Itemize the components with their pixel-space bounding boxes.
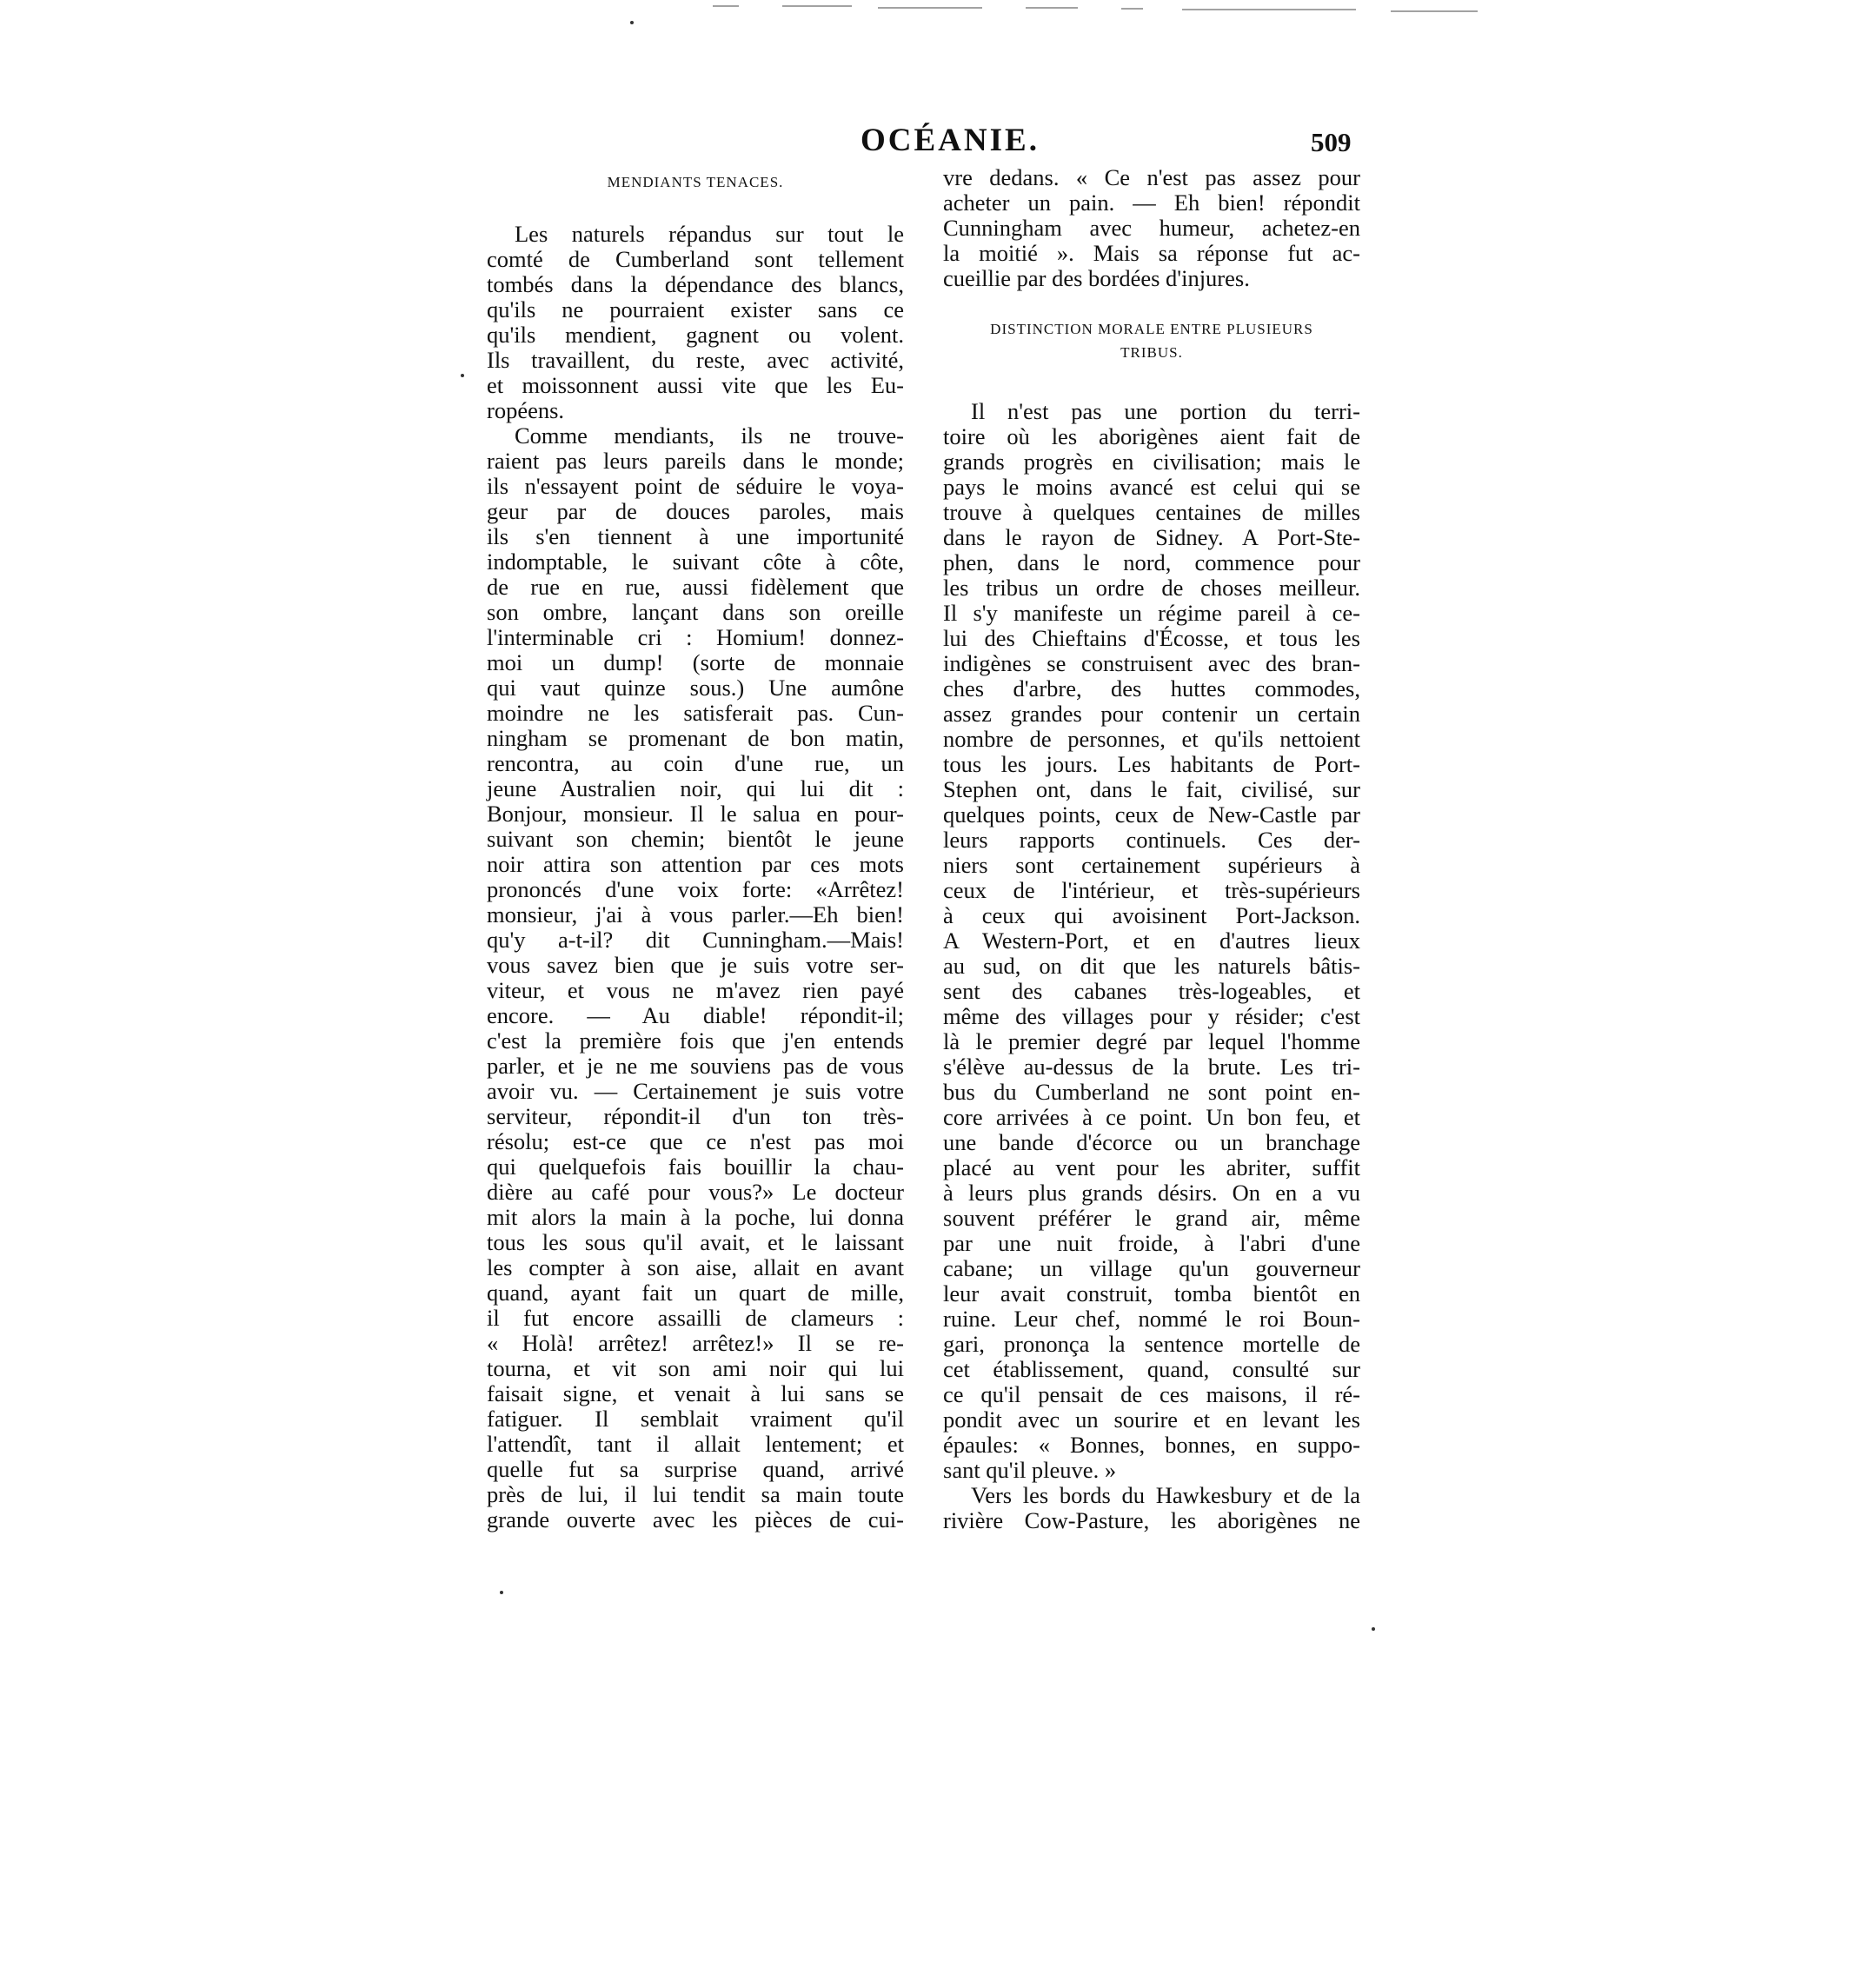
text-line: Ils travaillent, du reste, avec activité,	[487, 347, 904, 373]
text-line: parler, et je ne me souviens pas de vous	[487, 1053, 904, 1079]
text-line: acheter un pain. — Eh bien! répondit	[943, 189, 1360, 216]
text-line: indomptable, le suivant côte à côte,	[487, 549, 904, 575]
text-line: serviteur, répondit-il d'un ton très-	[487, 1103, 904, 1129]
text-line: qu'ils ne pourraient exister sans ce	[487, 296, 904, 322]
text-line: leur avait construit, tomba bientôt en	[943, 1280, 1360, 1306]
text-line: A Western-Port, et en d'autres lieux	[943, 928, 1360, 954]
scan-artifact	[878, 7, 982, 9]
text-line: geur par de douces paroles, mais	[487, 498, 904, 524]
text-line: noir attira son attention par ces mots	[487, 851, 904, 877]
text-line: l'interminable cri : Homium! donnez-	[487, 624, 904, 650]
text-line: quelle fut sa surprise quand, arrivé	[487, 1456, 904, 1482]
text-line: pondit avec un sourire et en levant les	[943, 1406, 1360, 1433]
scan-artifact	[713, 5, 739, 7]
text-line: qui quelquefois fais bouillir la chau-	[487, 1154, 904, 1180]
text-line: Comme mendiants, ils ne trouve-	[515, 422, 904, 449]
text-line: placé au vent pour les abriter, suffit	[943, 1154, 1360, 1180]
text-line: core arrivées à ce point. Un bon feu, et	[943, 1104, 1360, 1130]
section-title-distinction	[943, 317, 1360, 364]
text-line: épaules: « Bonnes, bonnes, en suppo-	[943, 1432, 1360, 1458]
text-line: « Holà! arrêtez! arrêtez!» Il se re-	[487, 1330, 904, 1356]
text-line: résolu; est-ce que ce n'est pas moi	[487, 1128, 904, 1154]
text-line: ils n'essayent point de séduire le voya-	[487, 473, 904, 499]
text-line: indigènes se construisent avec des bran-	[943, 650, 1360, 676]
text-line: Il n'est pas une portion du terri-	[971, 398, 1360, 424]
text-line: raient pas leurs pareils dans le monde;	[487, 448, 904, 474]
text-line: là le premier degré par lequel l'homme	[943, 1028, 1360, 1054]
text-line: ils s'en tiennent à une importunité	[487, 523, 904, 549]
text-line: moi un dump! (sorte de monnaie	[487, 649, 904, 675]
scan-speck	[500, 1591, 503, 1594]
text-line: fatiguer. Il semblait vraiment qu'il	[487, 1406, 904, 1432]
scan-speck	[630, 21, 634, 24]
scan-artifact	[1391, 10, 1478, 12]
text-line: qu'ils mendient, gagnent ou volent.	[487, 322, 904, 348]
section-title-line: DISTINCTION MORALE ENTRE PLUSIEURS	[990, 321, 1313, 337]
text-line: Vers les bords du Hawkesbury et de la	[971, 1482, 1360, 1508]
text-line: niers sont certainement supérieurs à	[943, 852, 1360, 878]
text-line: au sud, on dit que les naturels bâtis-	[943, 953, 1360, 979]
text-line: une bande d'écorce ou un branchage	[943, 1129, 1360, 1155]
text-line: Cunningham avec humeur, achetez-en	[943, 215, 1360, 241]
scan-artifact	[1026, 7, 1078, 9]
text-line: phen, dans le nord, commence pour	[943, 549, 1360, 575]
text-line: tous les sous qu'il avait, et le laissant	[487, 1229, 904, 1255]
text-line: Bonjour, monsieur. Il le salua en pour-	[487, 801, 904, 827]
text-line: qu'y a-t-il? dit Cunningham.—Mais!	[487, 927, 904, 953]
text-line: rencontra, au coin d'une rue, un	[487, 750, 904, 776]
text-line: quand, ayant fait un quart de mille,	[487, 1280, 904, 1306]
text-line: bus du Cumberland ne sont point en-	[943, 1079, 1360, 1105]
text-line: souvent préférer le grand air, même	[943, 1205, 1360, 1231]
text-line: à leurs plus grands désirs. On en a vu	[943, 1180, 1360, 1206]
section-title-mendiants: MENDIANTS TENACES.	[607, 174, 784, 190]
text-line: prononcés d'une voix forte: «Arrêtez!	[487, 876, 904, 902]
right-column-intro	[943, 165, 1360, 291]
text-line: grands progrès en civilisation; mais le	[943, 449, 1360, 475]
running-title: OCÉANIE.	[861, 123, 1040, 158]
text-line: Les naturels répandus sur tout le	[515, 221, 904, 247]
text-line: et moissonnent aussi vite que les Eu-	[487, 372, 904, 398]
text-line: ningham se promenant de bon matin,	[487, 725, 904, 751]
text-line: ruine. Leur chef, nommé le roi Boun-	[943, 1306, 1360, 1332]
text-line: ropéens.	[487, 397, 565, 423]
text-line: s'élève au-dessus de la brute. Les tri-	[943, 1054, 1360, 1080]
section-title-line: TRIBUS.	[1120, 344, 1183, 361]
text-line: les compter à son aise, allait en avant	[487, 1254, 904, 1280]
text-line: moindre ne les satisferait pas. Cun-	[487, 700, 904, 726]
text-line: sent des cabanes très-logeables, et	[943, 978, 1360, 1004]
text-line: tourna, et vit son ami noir qui lui	[487, 1355, 904, 1381]
text-line: qui vaut quinze sous.) Une aumône	[487, 675, 904, 701]
text-line: à ceux qui avoisinent Port-Jackson.	[943, 902, 1360, 928]
scan-artifact	[1121, 8, 1143, 10]
scan-artifact	[782, 5, 852, 7]
text-line: vous savez bien que je suis votre ser-	[487, 952, 904, 978]
text-line: il fut encore assailli de clameurs :	[487, 1305, 904, 1331]
text-line: jeune Australien noir, qui lui dit :	[487, 775, 904, 801]
text-line: pays le moins avancé est celui qui se	[943, 474, 1360, 500]
text-line: dière au café pour vous?» Le docteur	[487, 1179, 904, 1205]
text-line: l'attendît, tant il allait lentement; et	[487, 1431, 904, 1457]
text-line: cabane; un village qu'un gouverneur	[943, 1255, 1360, 1281]
left-column-body	[487, 222, 904, 1533]
text-line: suivant son chemin; bientôt le jeune	[487, 826, 904, 852]
text-line: tous les jours. Les habitants de Port-	[943, 751, 1360, 777]
text-line: vre dedans. « Ce n'est pas assez pour	[943, 164, 1360, 190]
text-line: cet établissement, quand, consulté sur	[943, 1356, 1360, 1382]
text-line: dans le rayon de Sidney. A Port-Ste-	[943, 524, 1360, 550]
scan-speck	[461, 374, 464, 377]
right-column-body	[943, 399, 1360, 1533]
text-line: trouve à quelques centaines de milles	[943, 499, 1360, 525]
page-number: 509	[1311, 127, 1352, 157]
text-line: ceux de l'intérieur, et très-supérieurs	[943, 877, 1360, 903]
text-line: comté de Cumberland sont tellement	[487, 246, 904, 272]
text-line: monsieur, j'ai à vous parler.—Eh bien!	[487, 901, 904, 928]
text-line: ce qu'il pensait de ces maisons, il ré-	[943, 1381, 1360, 1407]
text-line: nombre de personnes, et qu'ils nettoient	[943, 726, 1360, 752]
left-column	[487, 165, 904, 1533]
text-line: son ombre, lançant dans son oreille	[487, 599, 904, 625]
text-line: assez grandes pour contenir un certain	[943, 701, 1360, 727]
text-line: même des villages pour y résider; c'est	[943, 1003, 1360, 1029]
text-line: toire où les aborigènes aient fait de	[943, 423, 1360, 449]
text-line: cueillie par des bordées d'injures.	[943, 265, 1250, 291]
scan-speck	[1372, 1627, 1375, 1631]
text-line: Stephen ont, dans le fait, civilisé, sur	[943, 776, 1360, 802]
text-line: les tribus un ordre de choses meilleur.	[943, 575, 1360, 601]
text-line: sant qu'il pleuve. »	[943, 1457, 1117, 1483]
text-line: faisait signe, et venait à lui sans se	[487, 1380, 904, 1406]
right-column	[943, 165, 1360, 1533]
text-line: près de lui, il lui tendit sa main toute	[487, 1481, 904, 1507]
text-line: par une nuit froide, à l'abri d'une	[943, 1230, 1360, 1256]
text-line: leurs rapports continuels. Ces der-	[943, 827, 1360, 853]
text-line: tombés dans la dépendance des blancs,	[487, 271, 904, 297]
text-line: Il s'y manifeste un régime pareil à ce-	[943, 600, 1360, 626]
scan-artifact	[1182, 9, 1356, 10]
text-line: mit alors la main à la poche, lui donna	[487, 1204, 904, 1230]
text-line: lui des Chieftains d'Écosse, et tous les	[943, 625, 1360, 651]
text-line: encore. — Au diable! répondit-il;	[487, 1002, 904, 1028]
text-line: rivière Cow-Pasture, les aborigènes ne	[943, 1507, 1360, 1533]
text-line: c'est la première fois que j'en entends	[487, 1027, 904, 1054]
text-line: la moitié ». Mais sa réponse fut ac-	[943, 240, 1360, 266]
text-line: de rue en rue, aussi fidèlement que	[487, 574, 904, 600]
text-line: grande ouverte avec les pièces de cui-	[487, 1506, 904, 1533]
text-line: viteur, et vous ne m'avez rien payé	[487, 977, 904, 1003]
text-line: avoir vu. — Certainement je suis votre	[487, 1078, 904, 1104]
text-line: quelques points, ceux de New-Castle par	[943, 801, 1360, 828]
text-line: gari, prononça la sentence mortelle de	[943, 1331, 1360, 1357]
text-line: ches d'arbre, des huttes commodes,	[943, 675, 1360, 701]
